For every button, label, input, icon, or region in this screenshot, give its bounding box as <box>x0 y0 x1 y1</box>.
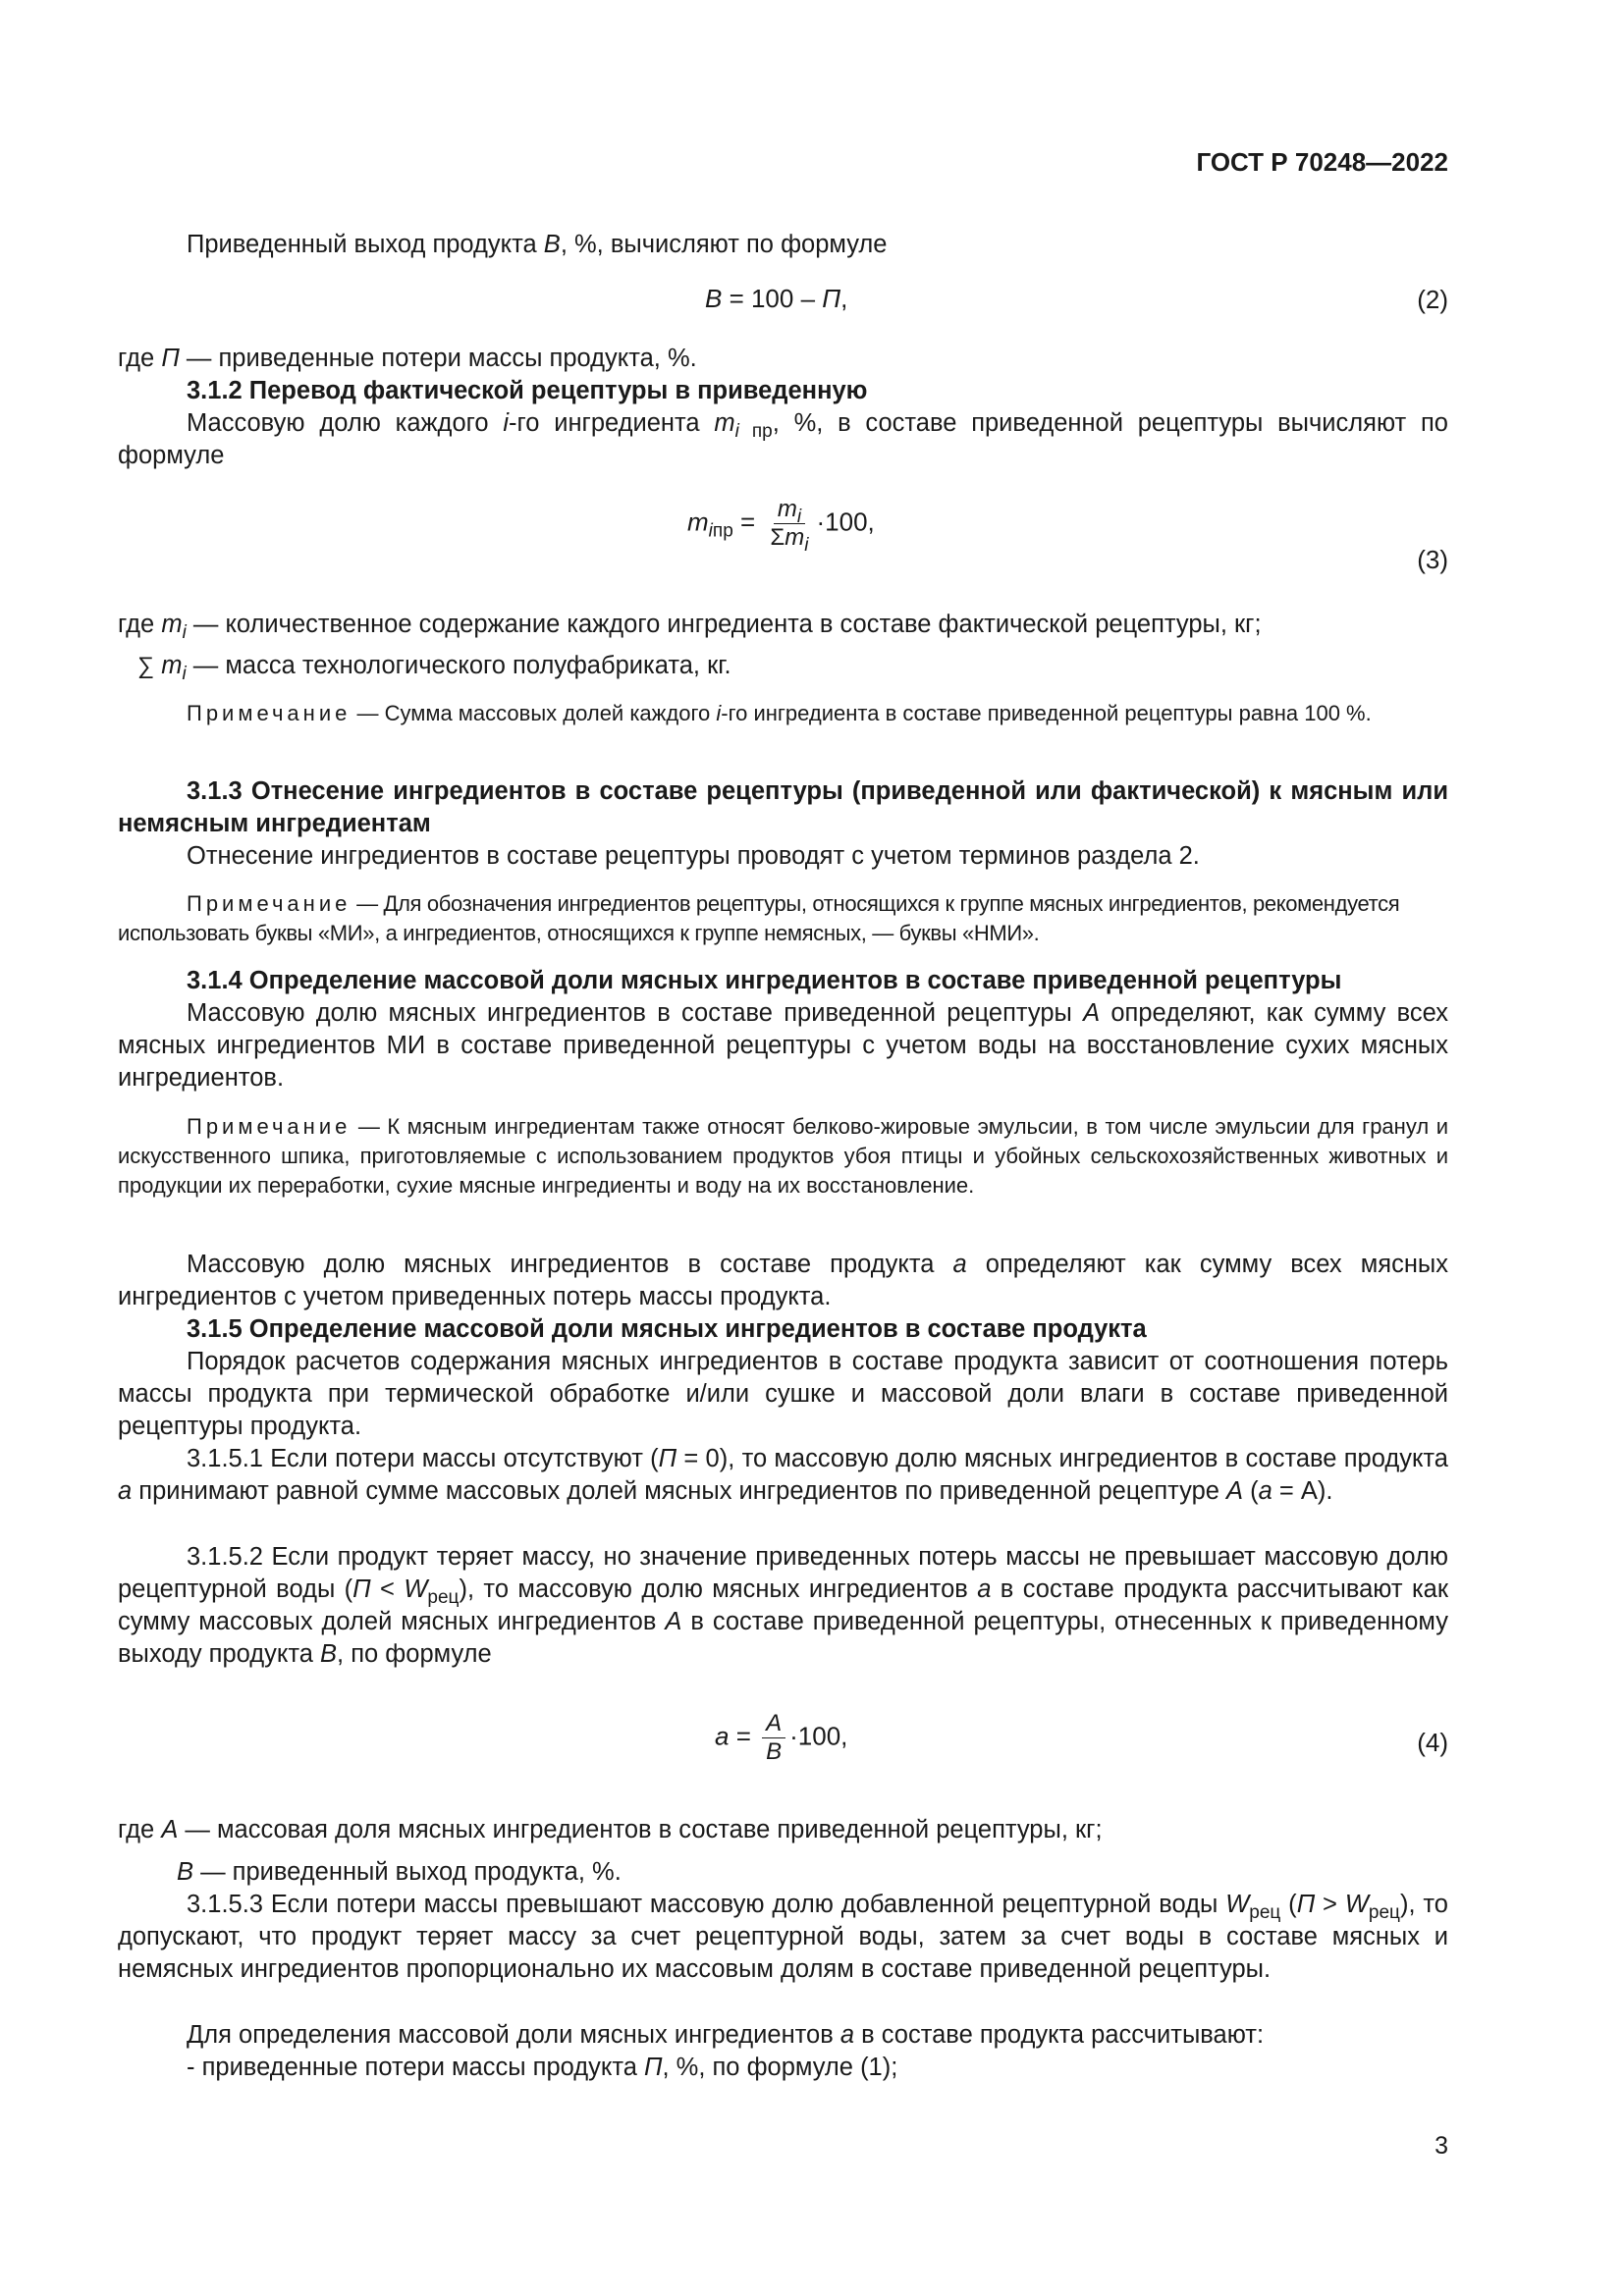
paragraph-3-1-5-3: 3.1.5.3 Если потери массы превышают массовую долю добавленной рецептурной воды $W_{рец}$ $(П > W_{рец})$, то допускают, что продукт теряет массу за счет рецептурной воды, затем за счет воды в составе мясных и немясных ингредиентов пропорционально их массовым долям в составе приведенной рецептуры. <box>118 1891 1448 1983</box>
note-sum-100: Примечание — Сумма массовых долей каждого i-го ингредиента в составе приведенной рецептуры равна 100 %. <box>187 701 1372 725</box>
formula-2-number: (2) <box>1417 285 1448 314</box>
where-p-definition: где П — приведенные потери массы продукта, %. <box>118 345 697 372</box>
document-code: ГОСТ Р 70248—2022 <box>1196 147 1448 177</box>
paragraph-meat-share-product: Массовую долю мясных ингредиентов в составе продукта а определяют как сумму всех мясных ингредиентов с учетом приведенных потерь массы продукта. <box>118 1251 1448 1310</box>
section-3-1-4-heading: 3.1.4 Определение массовой доли мясных ингредиентов в составе приведенной рецептуры <box>187 967 1342 994</box>
paragraph-determination: Для определения массовой доли мясных ингредиентов а в составе продукта рассчитывают: <box>187 2021 1265 2049</box>
paragraph-3-1-5-1: 3.1.5.1 Если потери массы отсутствуют (П = 0), то массовую долю мясных ингредиентов в составе продукта а принимают равной сумме массовых долей мясных ингредиентов по приведенной рецептуре А (а = А). <box>118 1445 1448 1505</box>
paragraph-meat-share-recipe: Массовую долю мясных ингредиентов в составе приведенной рецептуры А определяют, как сумму всех мясных ингредиентов МИ в составе приведенной рецептуры с учетом воды на восстановление сухих мясных ингредиентов. <box>118 999 1448 1092</box>
paragraph-calculation-order: Порядок расчетов содержания мясных ингредиентов в составе продукта зависит от соотношения потерь массы продукта при термической обработке и/или сушке и массовой доли влаги в составе приведенной рецептуры продукта. <box>118 1348 1448 1440</box>
formula-3: $m_{iпр}$ = $\frac{m_i}{\Sigma m_i}$ ·100, <box>687 496 875 556</box>
paragraph-output-intro: Приведенный выход продукта В, %, вычисляют по формуле <box>187 231 888 258</box>
note-meat-ingredients: Примечание — К мясным ингредиентам также относят белково-жировые эмульсии, в том числе эмульсии для гранул и искусственного шпика, приготовляемые с использованием продуктов убоя птицы и убойных сельскохозяйственных животных и продукции их переработки, сухие мясные ингредиенты и воду на их восстановление. <box>118 1114 1448 1198</box>
where-a-definition: где А — массовая доля мясных ингредиентов в составе приведенной рецептуры, кг; <box>118 1816 1103 1843</box>
where-sum-mi-definition: ∑ $m_i$ — масса технологического полуфабриката, кг. <box>137 652 731 684</box>
paragraph-classification: Отнесение ингредиентов в составе рецептуры проводят с учетом терминов раздела 2. <box>187 842 1200 870</box>
note-mi-nmi: Примечание — Для обозначения ингредиентов рецептуры, относящихся к группе мясных ингредиентов, рекомендуется использовать буквы «МИ», а ингредиентов, относящихся к группе немясных, — буквы «НМИ». <box>118 891 1400 945</box>
paragraph-ingredient-share: Массовую долю каждого i-го ингредиента $m_{i пр}$, %, в составе приведенной рецептуры вычисляют по формуле <box>118 409 1448 469</box>
where-mi-definition: где $m_i$ — количественное содержание каждого ингредиента в составе фактической рецептуры, кг; <box>118 611 1262 643</box>
formula-2: В = 100 – П, <box>705 284 848 313</box>
section-3-1-2-heading: 3.1.2 Перевод фактической рецептуры в приведенную <box>187 377 868 404</box>
page-number: 3 <box>1435 2132 1448 2160</box>
section-3-1-3-heading: 3.1.3 Отнесение ингредиентов в составе рецептуры (приведенной или фактической) к мясным или немясным ингредиентам <box>118 777 1448 837</box>
list-item-losses: - приведенные потери массы продукта П, %, по формуле (1); <box>187 2054 898 2081</box>
section-3-1-5-heading: 3.1.5 Определение массовой доли мясных ингредиентов в составе продукта <box>187 1315 1147 1343</box>
where-b-definition: В — приведенный выход продукта, %. <box>177 1858 622 1886</box>
formula-3-number: (3) <box>1417 545 1448 574</box>
formula-4-number: (4) <box>1417 1728 1448 1757</box>
formula-4: a = $\frac{A}{B}$ ·100, <box>715 1710 848 1765</box>
paragraph-3-1-5-2: 3.1.5.2 Если продукт теряет массу, но значение приведенных потерь массы не превышает массовую долю рецептурной воды $(П < W_{рец})$, то массовую долю мясных ингредиентов а в составе продукта рассчитывают как сумму массовых долей мясных ингредиентов А в составе приведенной рецептуры, отнесенных к приведенному выходу продукта В, по формуле <box>118 1543 1449 1668</box>
